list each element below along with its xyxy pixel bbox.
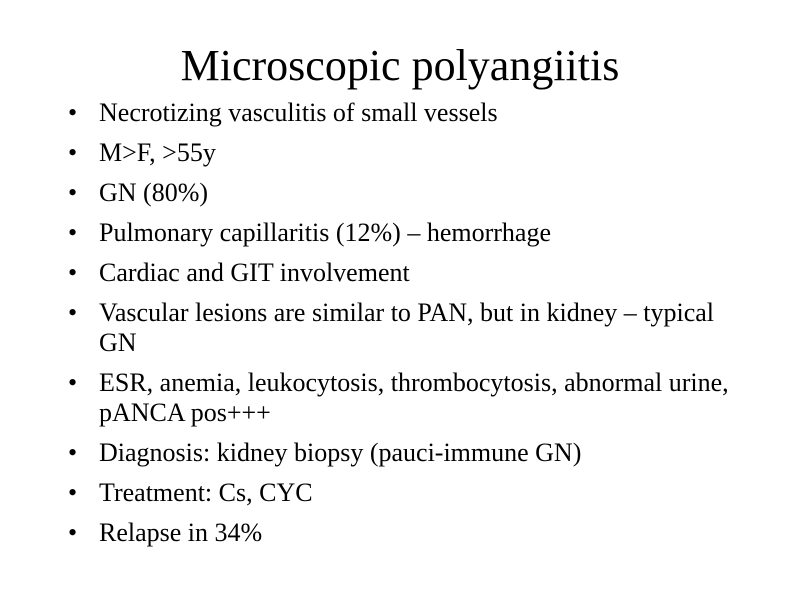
bullet-list <box>68 98 748 558</box>
bullet-icon: • <box>68 98 78 127</box>
bullet-icon: • <box>68 518 78 547</box>
bullet-text: ESR, anemia, leukocytosis, thrombocytosis, abnormal urine, pANCA pos+++ <box>99 368 729 427</box>
bullet-text: Treatment: Cs, CYC <box>99 478 313 507</box>
list-item <box>68 438 748 468</box>
bullet-icon: • <box>68 258 78 287</box>
bullet-text: Necrotizing vasculitis of small vessels <box>99 98 498 127</box>
list-item <box>68 138 748 168</box>
bullet-icon: • <box>68 138 78 167</box>
bullet-text: Cardiac and GIT involvement <box>99 258 410 287</box>
bullet-icon: • <box>68 478 78 507</box>
bullet-text: Diagnosis: kidney biopsy (pauci-immune GN) <box>99 438 582 467</box>
bullet-text: Relapse in 34% <box>99 518 263 547</box>
bullet-icon: • <box>68 218 78 247</box>
list-item <box>68 478 748 508</box>
list-item <box>68 178 748 208</box>
bullet-text: Vascular lesions are similar to PAN, but in kidney – typical GN <box>99 298 714 357</box>
list-item <box>68 258 748 288</box>
list-item <box>68 368 748 428</box>
bullet-icon: • <box>68 368 78 397</box>
list-item <box>68 518 748 548</box>
bullet-icon: • <box>68 298 78 327</box>
bullet-icon: • <box>68 178 78 207</box>
list-item <box>68 218 748 248</box>
bullet-text: GN (80%) <box>99 178 209 207</box>
bullet-icon: • <box>68 438 78 467</box>
bullet-text: M>F, >55y <box>99 138 216 167</box>
list-item <box>68 298 748 358</box>
bullet-text: Pulmonary capillaritis (12%) – hemorrhage <box>99 218 551 247</box>
list-item <box>68 98 748 128</box>
slide-title: Microscopic polyangiitis <box>180 41 620 90</box>
